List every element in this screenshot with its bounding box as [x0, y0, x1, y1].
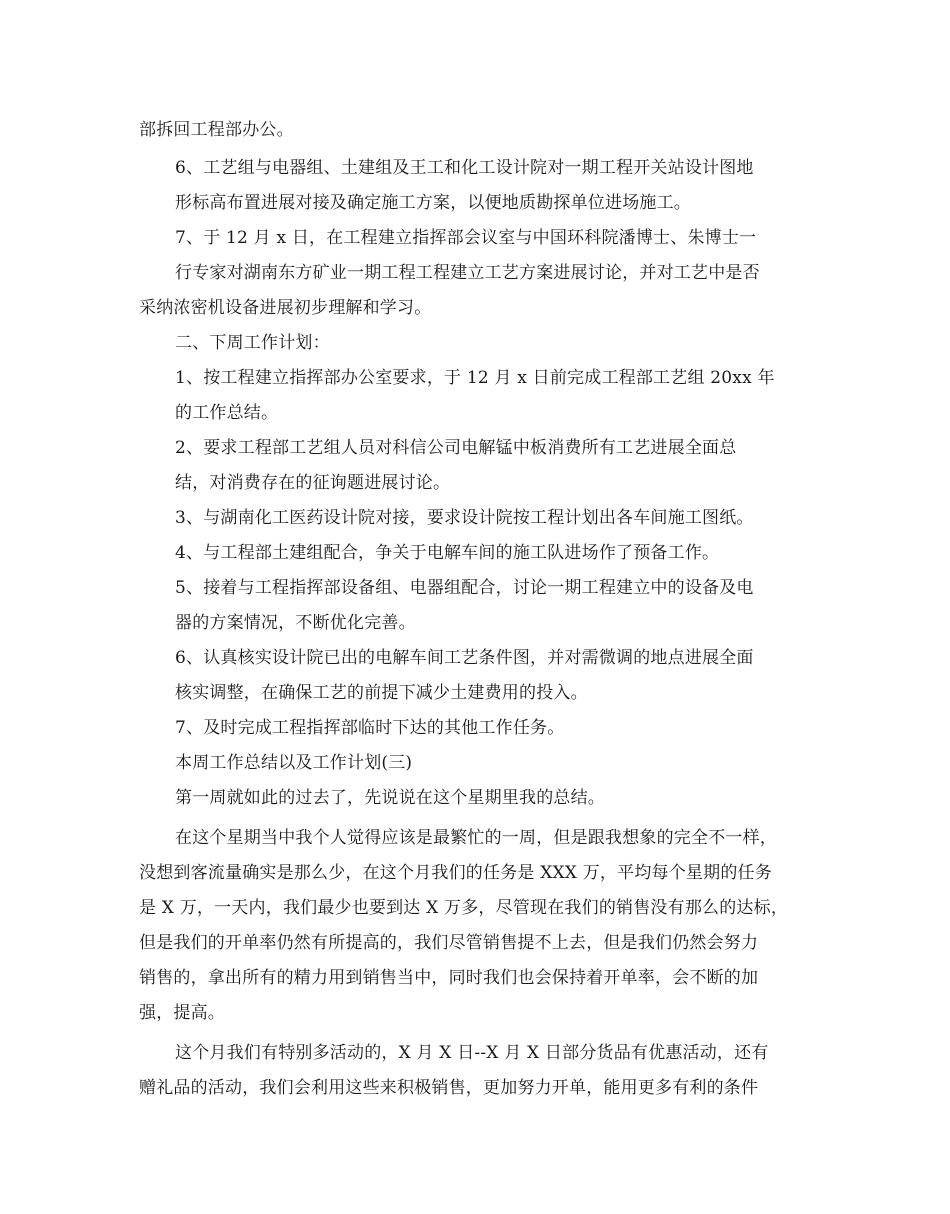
section-heading: 二、下周工作计划： — [175, 333, 330, 353]
text-line: 行专家对湖南东方矿业一期工程工程建立工艺方案进展讨论，并对工艺中是否 — [175, 263, 760, 283]
text-line: 结，对消费存在的征询题进展讨论。 — [175, 473, 451, 493]
text-line: 6、认真核实设计院已出的电解车间工艺条件图，并对需微调的地点进展全面 — [175, 648, 754, 668]
text-line: 5、接着与工程指挥部设备组、电器组配合，讨论一期工程建立中的设备及电 — [175, 578, 754, 598]
text-line: 部拆回工程部办公。 — [139, 120, 294, 140]
text-line: 的工作总结。 — [175, 403, 279, 423]
text-line: 在这个星期当中我个人觉得应该是最繁忙的一周，但是跟我想象的完全不一样， — [175, 828, 777, 848]
text-line: 没想到客流量确实是那么少，在这个月我们的任务是 XXX 万，平均每个星期的任务 — [139, 863, 772, 883]
section-heading: 本周工作总结以及工作计划(三) — [175, 753, 413, 773]
text-line: 4、与工程部土建组配合，争关于电解车间的施工队进场作了预备工作。 — [175, 543, 720, 563]
text-line: 赠礼品的活动，我们会利用这些来积极销售，更加努力开单，能用更多有利的条件 — [139, 1078, 759, 1098]
text-line: 强，提高。 — [139, 1003, 225, 1023]
text-line: 6、工艺组与电器组、土建组及王工和化工设计院对一期工程开关站设计图地 — [175, 158, 754, 178]
text-line: 销售的，拿出所有的精力用到销售当中，同时我们也会保持着开单率，会不断的加 — [139, 968, 759, 988]
text-line: 1、按工程建立指挥部办公室要求，于 12 月 x 日前完成工程部工艺组 20xx 年 — [175, 368, 775, 388]
text-line: 但是我们的开单率仍然有所提高的，我们尽管销售提不上去，但是我们仍然会努力 — [139, 933, 759, 953]
text-line: 7、及时完成工程指挥部临时下达的其他工作任务。 — [175, 718, 565, 738]
text-line: 7、于 12 月 x 日，在工程建立指挥部会议室与中国环科院潘博士、朱博士一 — [175, 228, 757, 248]
text-line: 器的方案情况，不断优化完善。 — [175, 613, 416, 633]
text-line: 采纳浓密机设备进展初步理解和学习。 — [139, 298, 432, 318]
text-line: 是 X 万，一天内，我们最少也要到达 X 万多，尽管现在我们的销售没有那么的达标， — [139, 898, 789, 918]
text-line: 这个月我们有特别多活动的，X 月 X 日--X 月 X 日部分货品有优惠活动，还有 — [175, 1043, 769, 1063]
text-line: 形标高布置进展对接及确定施工方案，以便地质勘探单位进场施工。 — [175, 193, 691, 213]
text-line: 第一周就如此的过去了，先说说在这个星期里我的总结。 — [175, 788, 605, 808]
text-line: 2、要求工程部工艺组人员对科信公司电解锰中板消费所有工艺进展全面总 — [175, 438, 737, 458]
text-line: 核实调整，在确保工艺的前提下减少土建费用的投入。 — [175, 683, 588, 703]
text-line: 3、与湖南化工医药设计院对接，要求设计院按工程计划出各车间施工图纸。 — [175, 508, 754, 528]
